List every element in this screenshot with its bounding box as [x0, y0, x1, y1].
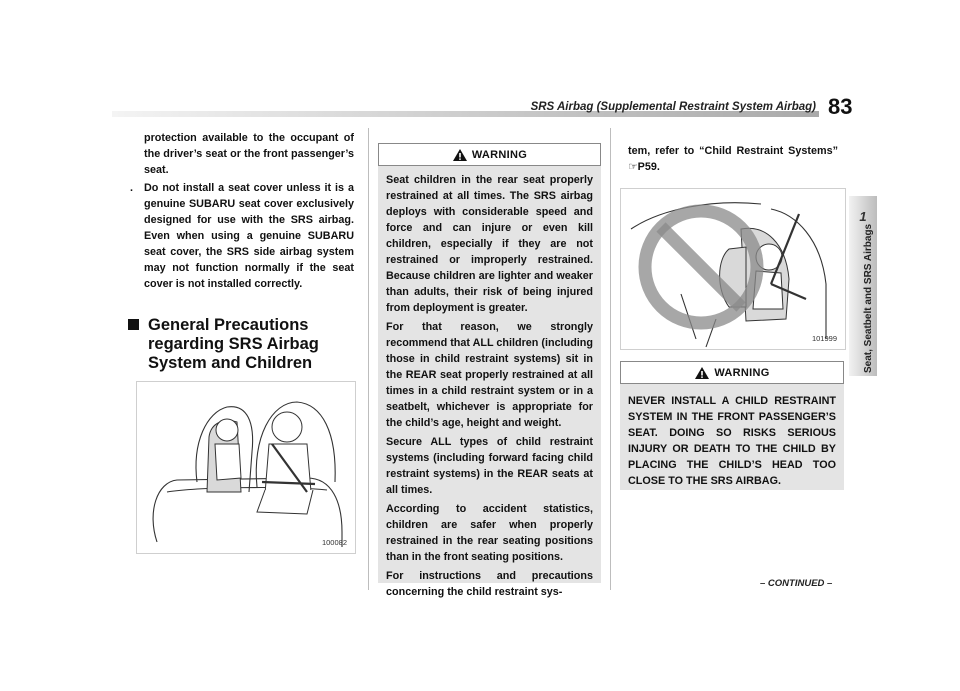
warning-paragraph: For instructions and precautions concerning the child restraint sys-: [386, 570, 593, 598]
warning-paragraph: Secure ALL types of child restraint systems (including forward facing child restraint systems) in the REAR seats at all times.: [386, 436, 593, 496]
section-heading-block: [128, 316, 374, 373]
left-column: [128, 130, 354, 292]
warning-label: WARNING: [714, 366, 770, 379]
front-seat-prohibited-illustration: [621, 189, 845, 349]
bullet-item: [128, 180, 354, 292]
chapter-number: 1: [859, 209, 867, 224]
continuation-text: tem, refer to “Child Restraint Systems” ☞P59.: [628, 145, 838, 173]
header-title: SRS Airbag (Supplemental Restraint System Airbag): [530, 101, 816, 113]
warning-paragraph: According to accident statistics, children are safer when properly restrained in the rear seating positions than in the front seating positions.: [386, 503, 593, 563]
warning-paragraph: Seat children in the rear seat properly restrained at all times. The SRS airbag deploys with considerable speed and force and can injure or even kill children, especially if they are not restrained or improperly restrained. Because children are lighter and weaker than adults, their risk of being injured from deployment is greater.: [386, 174, 593, 314]
warning-triangle-icon: [452, 148, 468, 162]
continuation-text: protection available to the occupant of the driver’s seat or the front passenger’s seat.: [144, 132, 354, 176]
figure-code: 100082: [321, 538, 347, 547]
warning-body: [620, 384, 844, 489]
bullet-marker: .: [130, 182, 133, 194]
figure-children-rear-seat: [136, 381, 356, 554]
right-column-text: [628, 143, 838, 175]
warning-header: [378, 143, 601, 166]
section-marker-icon: [128, 319, 139, 330]
figure-code: 101999: [811, 334, 837, 343]
bullet-text: Do not install a seat cover unless it is a genuine SUBARU seat cover exclusively designed for use with the SRS airbag. Even when using a genuine SUBARU seat cover, the SRS side airbag system may not function normally if the seat cover is not installed correctly.: [144, 182, 354, 290]
warning-box-front-seat: [620, 361, 844, 490]
warning-paragraph: For that reason, we strongly recommend that ALL children (including those in child restraint systems) sit in the REAR seat properly restrained at all times in a child restraint system or in a seatbelt, whichever is appropriate for the child’s age, height and weight.: [386, 321, 593, 429]
warning-header: [620, 361, 844, 384]
warning-triangle-icon: [694, 366, 710, 380]
warning-box-children: [378, 143, 601, 598]
child-seat-illustration: [137, 382, 355, 553]
page-number: 83: [828, 94, 853, 119]
warning-text: NEVER INSTALL A CHILD RESTRAINT SYSTEM IN THE FRONT PASSENGER’S SEAT. DOING SO RISKS SERIOUS INJURY OR DEATH TO THE CHILD BY PLACING THE CHILD’S HEAD TOO CLOSE TO THE SRS AIRBAG.: [628, 395, 836, 487]
figure-no-front-seat: [620, 188, 846, 350]
column-divider-left: [368, 128, 369, 590]
chapter-label: Seat, Seatbelt and SRS Airbags: [863, 223, 874, 373]
continued-label: – CONTINUED –: [760, 578, 833, 589]
warning-label: WARNING: [471, 148, 528, 161]
warning-body: [378, 166, 601, 600]
column-divider-right: [610, 128, 611, 590]
section-heading: General Precautions regarding SRS Airbag System and Children: [148, 316, 319, 372]
